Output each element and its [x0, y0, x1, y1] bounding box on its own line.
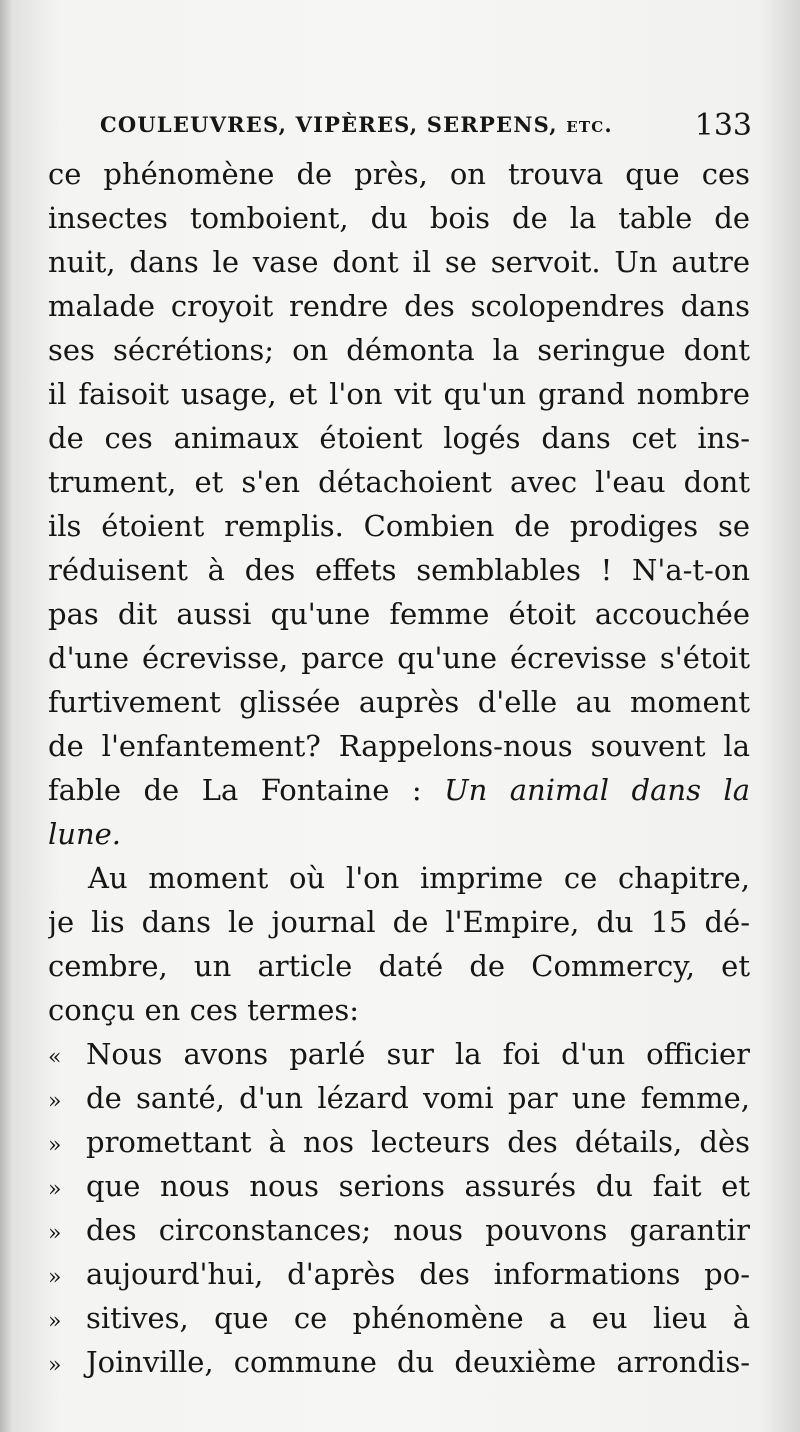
quote-line	[48, 1164, 750, 1208]
text-line: de l'enfantement? Rappelons-nous souvent la	[48, 729, 750, 763]
text-line: conçu en ces termes:	[48, 993, 360, 1027]
page-header	[100, 108, 752, 148]
quote-mark: »	[48, 1177, 62, 1202]
fable-title-italic: Un animal dans la	[444, 773, 750, 807]
quote-line	[48, 1252, 750, 1296]
fable-title-end: lune.	[48, 817, 122, 851]
quote-line	[48, 1120, 750, 1164]
text-line: d'une écrevisse, parce qu'une écrevisse s'étoit	[48, 641, 750, 675]
fable-line	[48, 768, 750, 812]
page-gutter-shadow	[0, 0, 14, 1432]
body-text	[48, 152, 750, 1384]
text-line: Au moment où l'on imprime ce chapitre,	[88, 861, 750, 895]
quote-mark: »	[48, 1353, 62, 1378]
page-number: 133	[694, 108, 752, 143]
quote-line	[48, 1208, 750, 1252]
text-line: malade croyoit rendre des scolopendres dans	[48, 289, 750, 323]
text-line: ce phénomène de près, on trouva que ces	[48, 157, 750, 191]
text-line: cembre, un article daté de Commercy, et	[48, 949, 750, 983]
text-line: ils étoient remplis. Combien de prodiges se	[48, 509, 750, 543]
text-line: ses sécrétions; on démonta la seringue dont	[48, 333, 750, 367]
quote-mark: «	[48, 1045, 62, 1070]
quote-text: aujourd'hui, d'après des informations po-	[86, 1257, 750, 1291]
quote-text: sitives, que ce phénomène a eu lieu à	[86, 1301, 750, 1335]
quote-text: promettant à nos lecteurs des détails, dès	[86, 1125, 750, 1159]
text-line: furtivement glissée auprès d'elle au moment	[48, 685, 750, 719]
quote-mark: »	[48, 1089, 62, 1114]
quote-line	[48, 1340, 750, 1384]
quote-text: de santé, d'un lézard vomi par une femme,	[86, 1081, 750, 1115]
quote-mark: »	[48, 1221, 62, 1246]
text-line: réduisent à des effets semblables ! N'a-t-on	[48, 553, 750, 587]
quote-mark: »	[48, 1309, 62, 1334]
fable-text: fable de La Fontaine :	[48, 773, 445, 807]
running-head: COULEUVRES, VIPÈRES, SERPENS, etc.	[100, 112, 613, 137]
text-line: de ces animaux étoient logés dans cet ins-	[48, 421, 750, 455]
fable-end-line	[48, 812, 750, 856]
text-line: insectes tomboient, du bois de la table de	[48, 201, 750, 235]
quote-mark: »	[48, 1133, 62, 1158]
text-line: nuit, dans le vase dont il se servoit. Un autre	[48, 245, 750, 279]
quote-line	[48, 1076, 750, 1120]
quote-text: Nous avons parlé sur la foi d'un officier	[86, 1037, 750, 1071]
quote-line	[48, 1296, 750, 1340]
quote-text: que nous nous serions assurés du fait et	[86, 1169, 750, 1203]
quote-line	[48, 1032, 750, 1076]
quote-mark: »	[48, 1265, 62, 1290]
quote-text: Joinville, commune du deuxième arrondis-	[86, 1345, 750, 1379]
text-line: pas dit aussi qu'une femme étoit accouchée	[48, 597, 750, 631]
text-line: trument, et s'en détachoient avec l'eau dont	[48, 465, 750, 499]
text-line: je lis dans le journal de l'Empire, du 15 dé-	[48, 905, 750, 939]
text-line: il faisoit usage, et l'on vit qu'un grand nombre	[48, 377, 750, 411]
quote-text: des circonstances; nous pouvons garantir	[86, 1213, 750, 1247]
